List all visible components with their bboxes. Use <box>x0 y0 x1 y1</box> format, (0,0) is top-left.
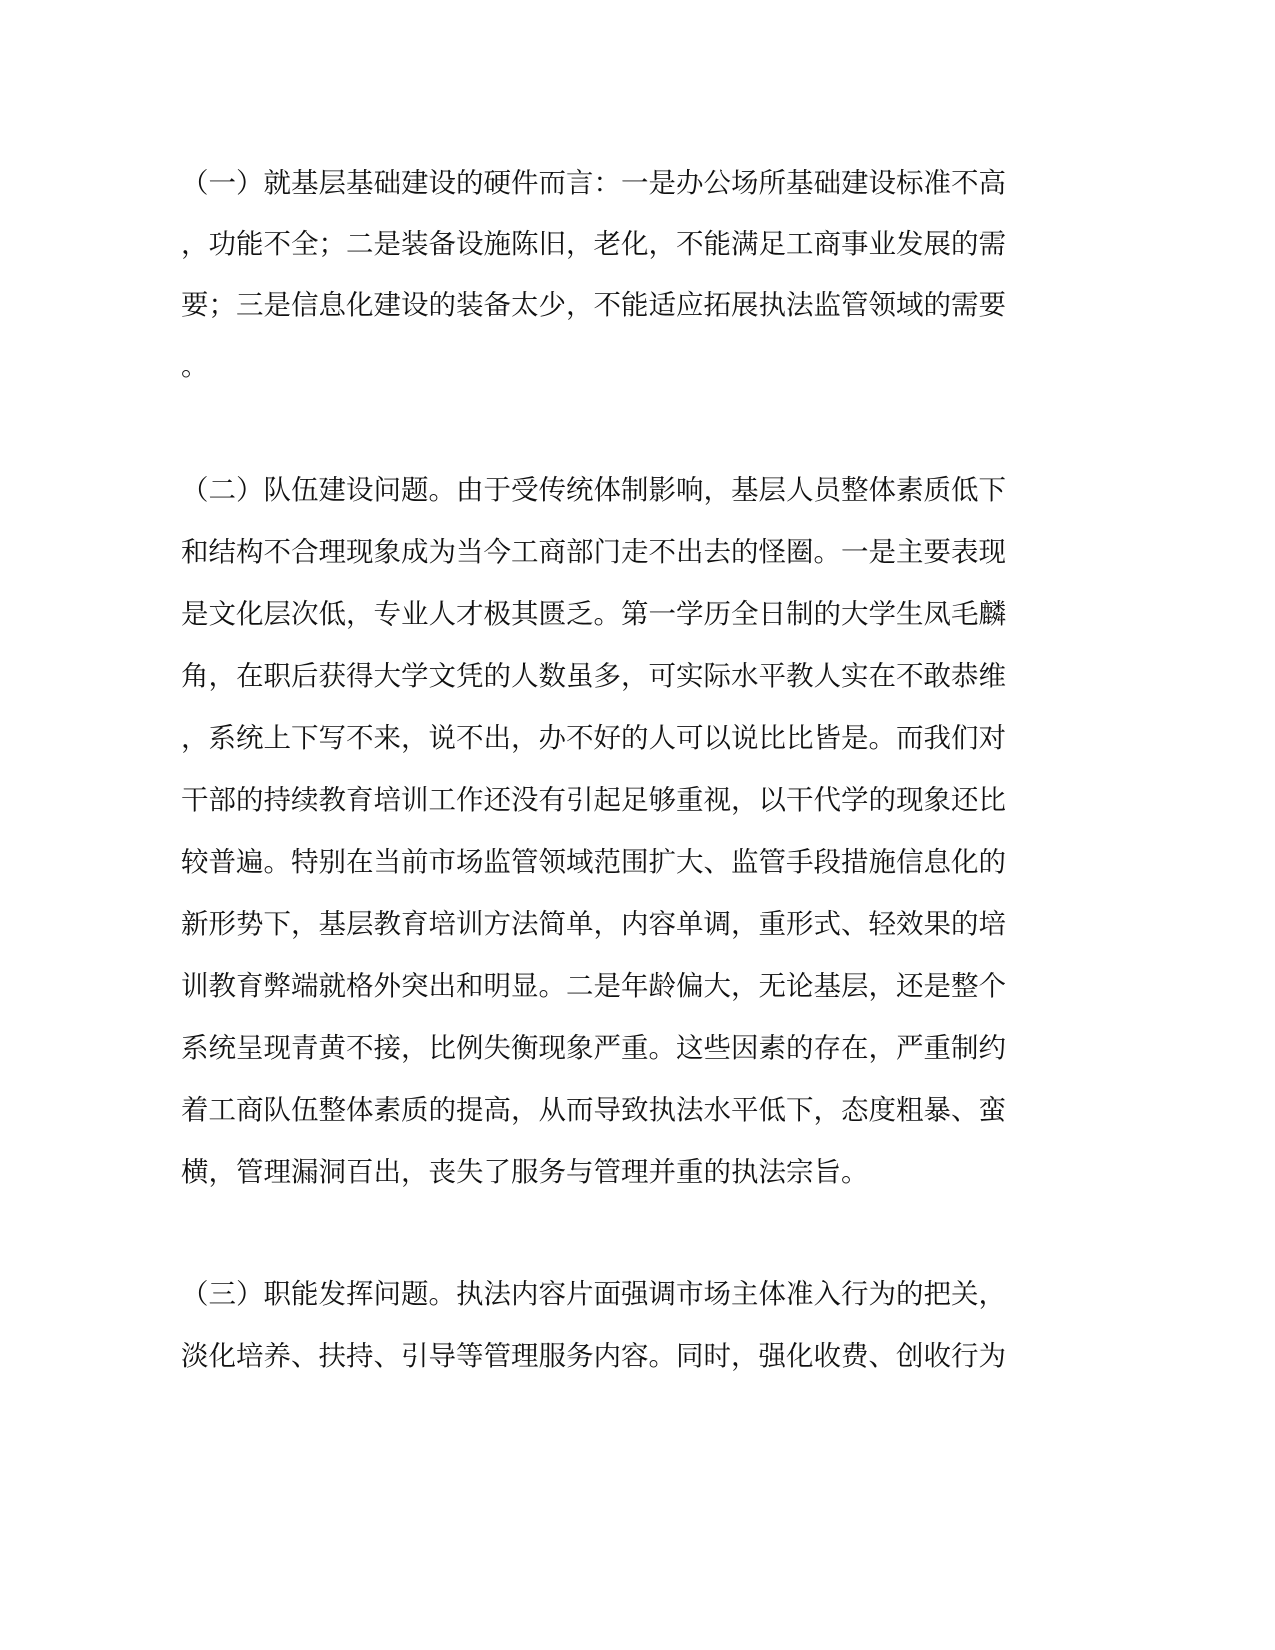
paragraph-2-line-8: 新形势下，基层教育培训方法简单，内容单调，重形式、轻效果的培 <box>181 908 1006 940</box>
paragraph-2-line-2: 和结构不合理现象成为当今工商部门走不出去的怪圈。一是主要表现 <box>181 536 1006 568</box>
paragraph-3-line-2: 淡化培养、扶持、引导等管理服务内容。同时，强化收费、创收行为 <box>181 1340 1006 1372</box>
paragraph-1-line-4: 。 <box>181 350 209 382</box>
paragraph-2-line-9: 训教育弊端就格外突出和明显。二是年龄偏大，无论基层，还是整个 <box>181 970 1006 1002</box>
paragraph-2-line-11: 着工商队伍整体素质的提高，从而导致执法水平低下，态度粗暴、蛮 <box>181 1094 1006 1126</box>
paragraph-1-line-3: 要；三是信息化建设的装备太少，不能适应拓展执法监管领域的需要 <box>181 289 1006 321</box>
paragraph-2-line-10: 系统呈现青黄不接，比例失衡现象严重。这些因素的存在，严重制约 <box>181 1032 1006 1064</box>
paragraph-2-line-12: 横，管理漏洞百出，丧失了服务与管理并重的执法宗旨。 <box>181 1156 869 1188</box>
paragraph-2-line-6: 干部的持续教育培训工作还没有引起足够重视，以干代学的现象还比 <box>181 784 1006 816</box>
paragraph-2-line-5: ，系统上下写不来，说不出，办不好的人可以说比比皆是。而我们对 <box>181 722 1006 754</box>
paragraph-2-line-3: 是文化层次低，专业人才极其匮乏。第一学历全日制的大学生凤毛麟 <box>181 598 1006 630</box>
paragraph-1-line-2: ，功能不全；二是装备设施陈旧，老化，不能满足工商事业发展的需 <box>181 228 1006 260</box>
paragraph-3-line-1: （三）职能发挥问题。执法内容片面强调市场主体准入行为的把关， <box>181 1278 1006 1310</box>
paragraph-2-line-1: （二）队伍建设问题。由于受传统体制影响，基层人员整体素质低下 <box>181 474 1006 506</box>
paragraph-2-line-4: 角，在职后获得大学文凭的人数虽多，可实际水平教人实在不敢恭维 <box>181 660 1006 692</box>
paragraph-1-line-1: （一）就基层基础建设的硬件而言：一是办公场所基础建设标准不高 <box>181 167 1006 199</box>
paragraph-2-line-7: 较普遍。特别在当前市场监管领域范围扩大、监管手段措施信息化的 <box>181 846 1006 878</box>
